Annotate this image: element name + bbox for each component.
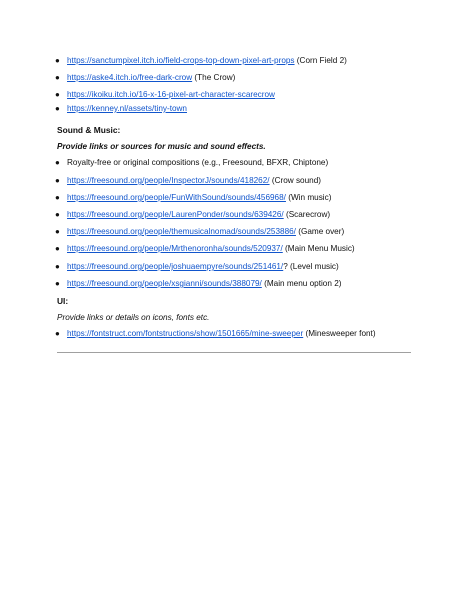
ui-heading: UI: xyxy=(57,296,69,306)
bullet: ● xyxy=(55,104,60,113)
sound-music-instruction: Provide links or sources for music and sound effects. xyxy=(57,142,266,151)
ui-instruction: Provide links or details on icons, fonts etc. xyxy=(57,313,210,322)
bullet: ● xyxy=(55,73,60,82)
bullet: ● xyxy=(55,176,60,185)
sound-link-win-music[interactable]: https://freesound.org/people/FunWithSound/sounds/456968/ xyxy=(67,193,286,202)
bullet: ● xyxy=(55,210,60,219)
art-link-scarecrow[interactable]: https://ikoiku.itch.io/16-x-16-pixel-art-character-scarecrow xyxy=(67,90,275,99)
list-item xyxy=(55,56,347,66)
sound-link-level-music[interactable]: https://freesound.org/people/joshuaempyre/sounds/251461/ xyxy=(67,262,284,271)
list-item xyxy=(55,227,345,237)
sound-link-main-menu-music[interactable]: https://freesound.org/people/Mrthenoronha/sounds/520937/ xyxy=(67,244,283,253)
horizontal-divider xyxy=(57,352,411,353)
sound-link-crow[interactable]: https://freesound.org/people/InspectorJ/sounds/418262/ xyxy=(67,176,270,185)
link-note: (Main menu option 2) xyxy=(261,279,342,288)
link-note: (Minesweeper font) xyxy=(303,329,376,338)
sound-link-game-over[interactable]: https://freesound.org/people/themusicalnomad/sounds/253886/ xyxy=(67,227,296,236)
bullet: ● xyxy=(55,262,60,271)
bullet: ● xyxy=(55,329,60,338)
list-item xyxy=(55,210,331,220)
bullet: ● xyxy=(55,244,60,253)
link-note: (Corn Field 2) xyxy=(294,56,347,65)
link-note: (Game over) xyxy=(295,227,345,236)
list-item xyxy=(55,262,339,272)
bullet: ● xyxy=(55,56,60,65)
sound-link-scarecrow[interactable]: https://freesound.org/people/LaurenPonder/sounds/639426/ xyxy=(67,210,284,219)
link-note: ? (Level music) xyxy=(283,262,339,271)
bullet: ● xyxy=(55,227,60,236)
art-link-tiny-town[interactable]: https://kenney.nl/assets/tiny-town xyxy=(67,104,187,113)
list-item xyxy=(55,158,329,168)
list-item xyxy=(55,176,321,186)
link-note: (Crow sound) xyxy=(269,176,321,185)
sound-link-main-menu-option-2[interactable]: https://freesound.org/people/xsgianni/sounds/388079/ xyxy=(67,279,262,288)
link-note: (Win music) xyxy=(285,193,332,202)
list-item xyxy=(55,244,355,254)
list-item xyxy=(55,90,275,100)
link-note: (The Crow) xyxy=(192,73,236,82)
list-item xyxy=(55,73,236,83)
bullet: ● xyxy=(55,90,60,99)
bullet: ● xyxy=(55,193,60,202)
link-note: (Scarecrow) xyxy=(283,210,331,219)
sound-intro-text: Royalty-free or original compositions (e.g., Freesound, BFXR, Chiptone) xyxy=(67,158,329,167)
list-item xyxy=(55,279,342,289)
list-item xyxy=(55,329,376,339)
list-item xyxy=(55,193,332,203)
ui-link-minesweeper-font[interactable]: https://fontstruct.com/fontstructions/show/1501665/mine-sweeper xyxy=(67,329,304,338)
art-link-corn-field[interactable]: https://sanctumpixel.itch.io/field-crops-top-down-pixel-art-props xyxy=(67,56,295,65)
bullet: ● xyxy=(55,158,60,167)
art-link-crow[interactable]: https://aske4.itch.io/free-dark-crow xyxy=(67,73,193,82)
sound-music-heading: Sound & Music: xyxy=(57,125,121,135)
bullet: ● xyxy=(55,279,60,288)
list-item xyxy=(55,104,187,114)
link-note: (Main Menu Music) xyxy=(282,244,355,253)
